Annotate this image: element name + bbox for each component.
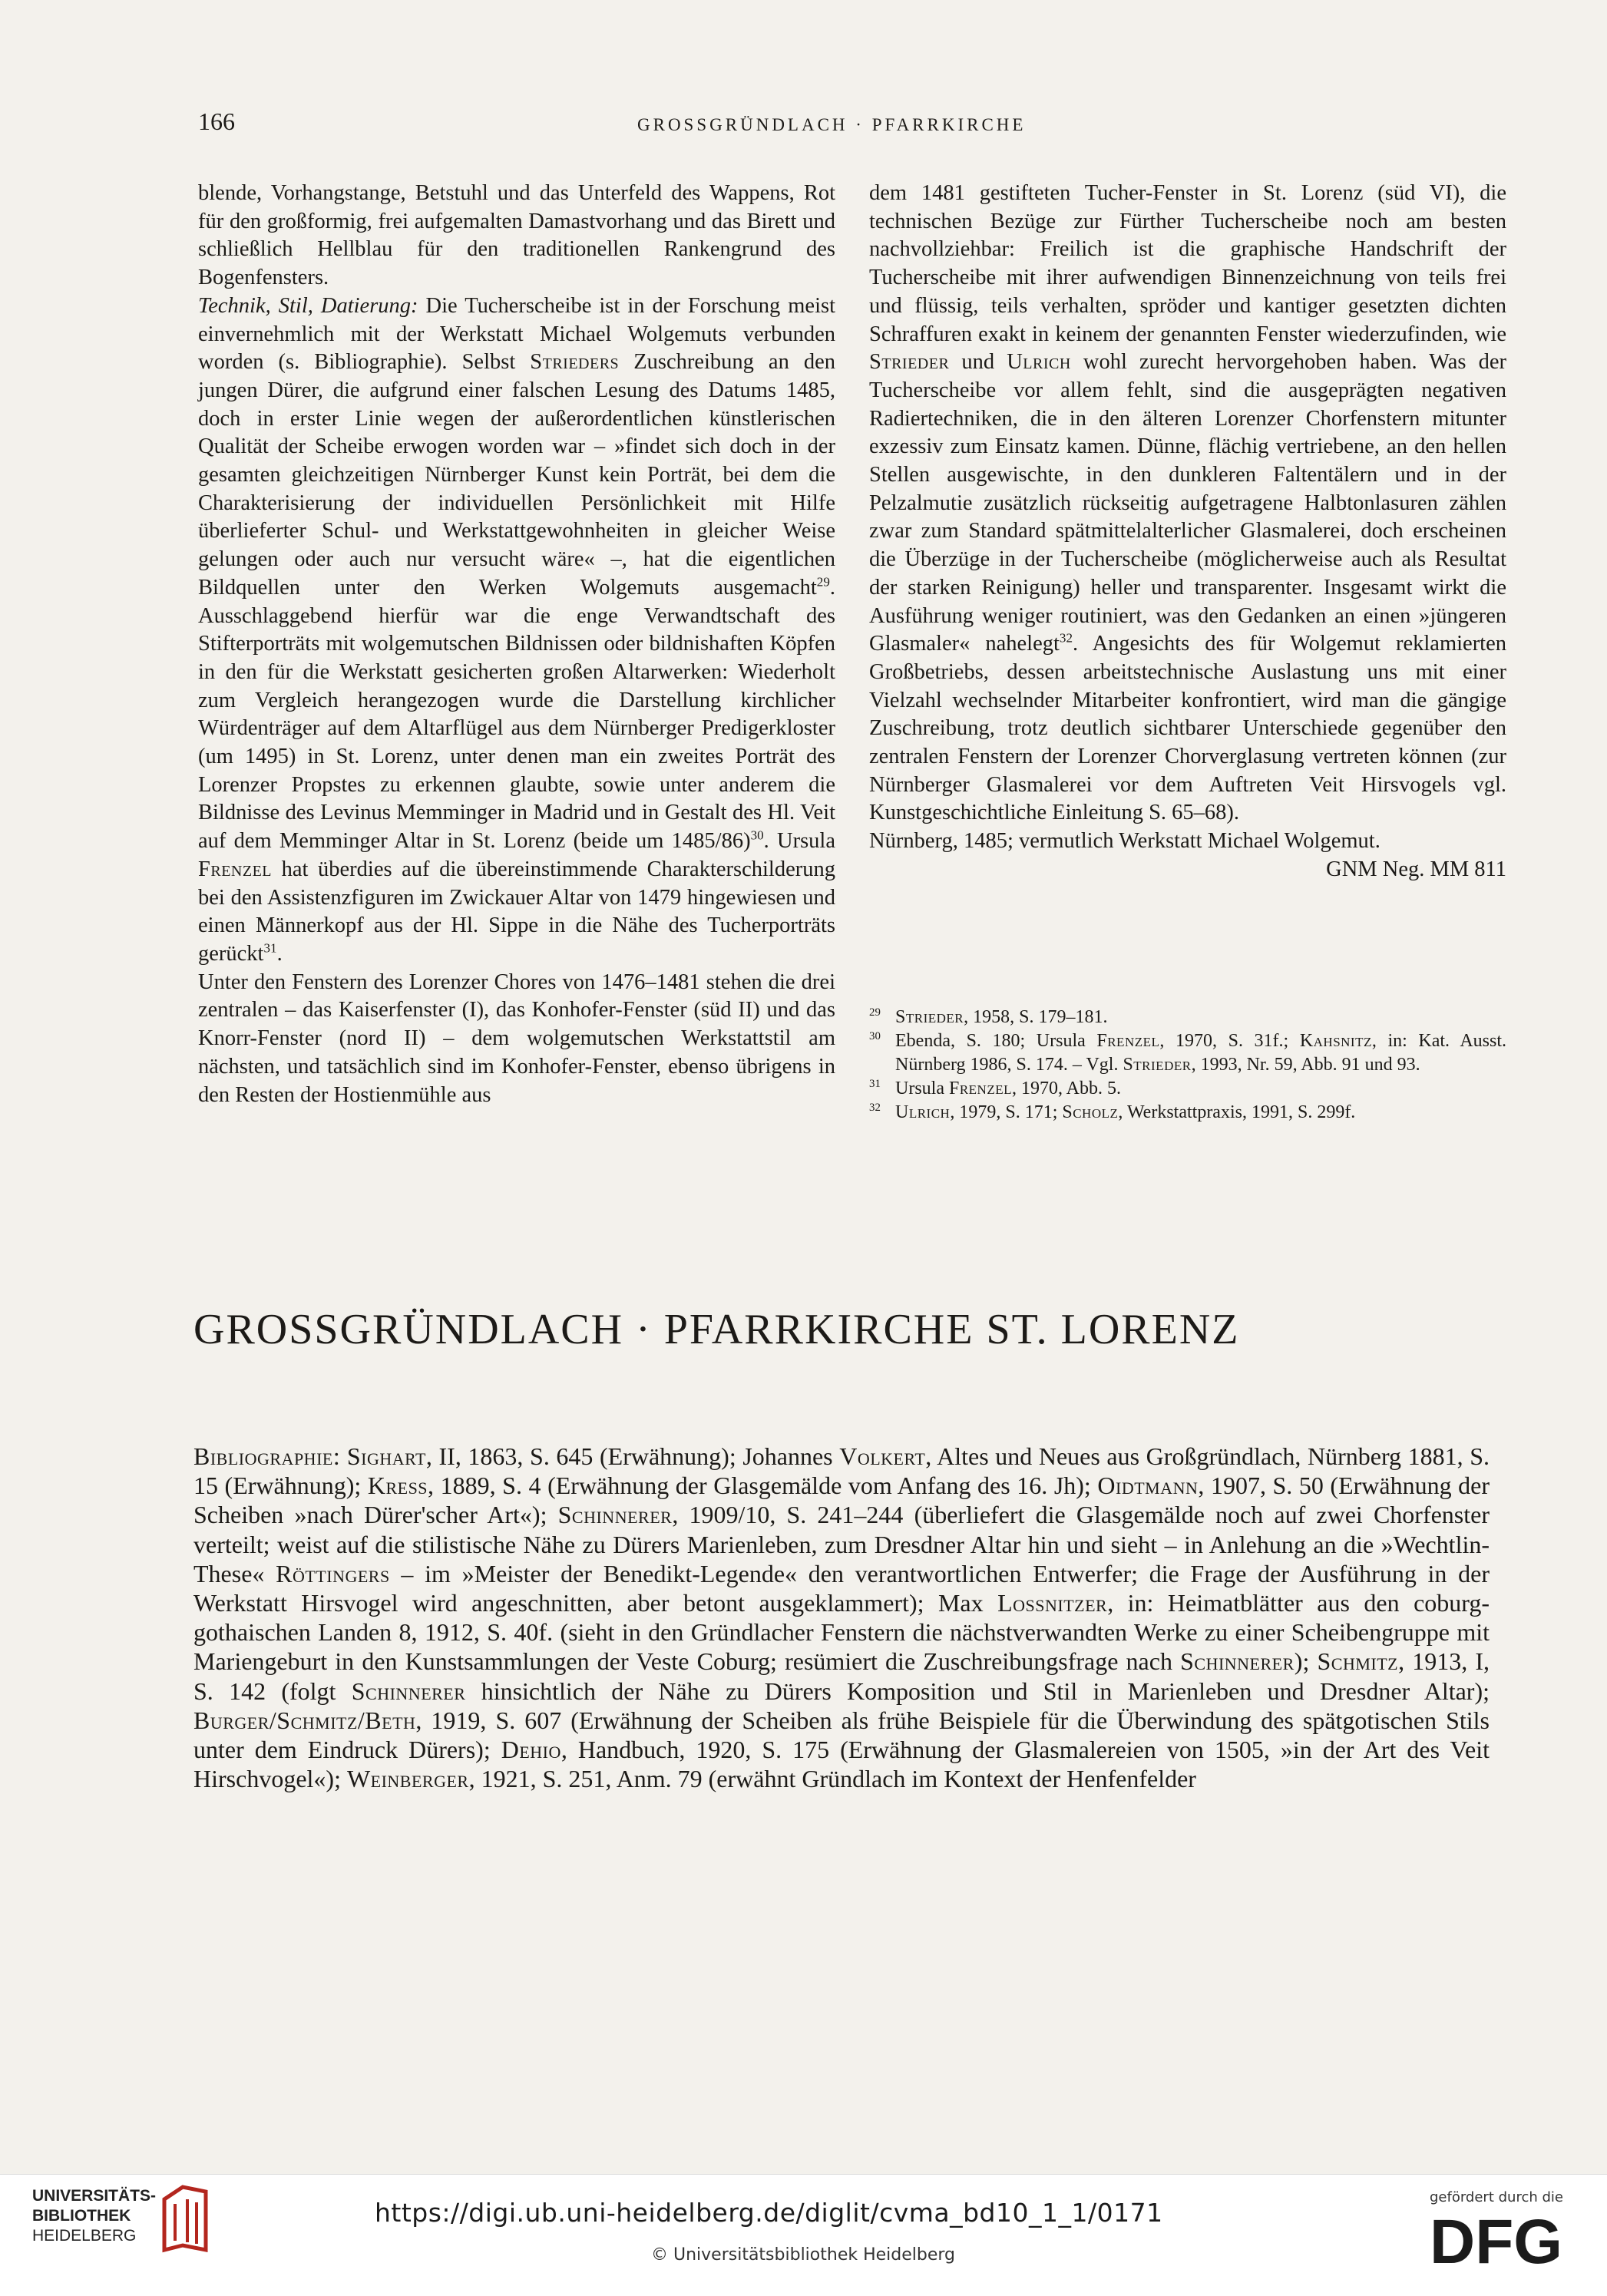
footnotes xyxy=(869,1006,1506,1125)
running-head: GROSSGRÜNDLACH · PFARRKIRCHE xyxy=(637,115,1027,134)
text-run: Die Tucherscheibe ist in der Forschung meist einvernehmlich mit der Werkstatt Michael Wolgemuts verbunden worden (s. Bibliographie). Selbst xyxy=(198,293,835,375)
author-name: Sighart xyxy=(346,1442,426,1470)
source-url-link[interactable]: https://digi.ub.uni-heidelberg.de/diglit/cvma_bd10_1_1/0171 xyxy=(375,2198,1163,2228)
author-name: Lossnitzer xyxy=(997,1589,1108,1617)
author-name: Schinnerer xyxy=(557,1501,673,1529)
author-name: Röttingers xyxy=(276,1559,390,1587)
text-run: , 1970, Abb. 5. xyxy=(1012,1079,1122,1098)
text-run xyxy=(340,1442,347,1470)
section-title: GROSSGRÜNDLACH · PFARRKIRCHE ST. LORENZ xyxy=(193,1306,1240,1353)
author-name: Burger/Schmitz/Beth xyxy=(193,1706,416,1734)
author-name: Frenzel xyxy=(198,857,273,881)
text-run: hat überdies auf die übereinstimmende Charakterschilderung bei den Assistenzfiguren im Zwickauer Altar von 1479 hingewiesen und einen Männerkopf aus der Hl. Sippe in die Nähe des Tucherporträts gerückt xyxy=(198,857,835,966)
author-name: Ulrich xyxy=(1007,350,1071,375)
author-name: Kahsnitz xyxy=(1299,1031,1372,1051)
text-run: Ebenda, S. 180; Ursula xyxy=(895,1031,1097,1051)
author-name: Volkert xyxy=(839,1442,926,1470)
footnote: 31 Ursula Frenzel, 1970, Abb. 5. xyxy=(869,1078,1122,1098)
author-name: Strieder xyxy=(1123,1055,1192,1075)
text-run: . xyxy=(276,941,283,966)
text-run: , 1909/10, S. 241–244 (überliefert die Glasgemälde noch auf zwei Chorfenster verteilt; weist auf die stilistische Nähe zu Dürers Marienleben, zum Dresdner Altar hin und sieht – in Anlehung an die »Wechtlin-These« xyxy=(193,1501,1490,1587)
text-run: – im »Meister der Benedikt-Legende« den verantwortlichen Entwerfer; die Frage der Ausführung in der Werkstatt Hirsvogel wird angeschnitten, aber betont ausgeklammert); Max xyxy=(193,1559,1490,1617)
text-run: , 1970, S. 31f.; xyxy=(1159,1031,1300,1051)
negative-number: GNM Neg. MM 811 xyxy=(1326,857,1506,881)
author-name: Schinnerer xyxy=(1180,1647,1295,1676)
text-run: , in: Kat. Ausst. Nürnberg 1986, S. 174. – Vgl. xyxy=(895,1031,1507,1075)
text-run: , 1993, Nr. 59, Abb. 91 und 93. xyxy=(1191,1055,1420,1075)
footer-bar xyxy=(0,2174,1607,2296)
author-name: Ulrich xyxy=(895,1102,951,1122)
text-run: , Werkstattpraxis, 1991, S. 299f. xyxy=(1118,1102,1356,1122)
author-name: Dehio xyxy=(501,1736,561,1764)
footnote-ref: 30 xyxy=(750,828,764,843)
text-run: Ursula xyxy=(895,1079,949,1098)
author-name: Scholz xyxy=(1062,1102,1119,1122)
footnote: 29 Strieder, 1958, S. 179–181. xyxy=(869,1006,1108,1027)
text-run: ); xyxy=(1294,1647,1318,1676)
library-name-line: HEIDELBERG xyxy=(32,2227,137,2245)
library-name-line: BIBLIOTHEK xyxy=(32,2207,131,2225)
text-run: wohl zurecht hervorgehoben haben. Was der Tucherscheibe vor allem fehlt, sind die ausgeprägten negativen Radiertechniken, die in den älteren Lorenzer Chorfenstern mitunter exzessiv zum Einsatz kamen. Dünne, flächig vertriebene, an den hellen Stellen ausgewischte, in den dunkleren Faltentälern und in der Pelzalmutie zusätzlich rückseitig aufgetragene Halbtonlasuren zählen zwar zum Standard spätmittelalterlicher Glasmalerei, doch erscheinen die Überzüge in der Tucherscheibe (möglicherweise auch als Resultat der starken Reinigung) heller und transparenter. Insgesamt wirkt die Ausführung weniger routiniert, was den Gedanken an einen »jüngeren Glasmaler« nahelegt xyxy=(869,350,1506,656)
bibliography-label: Bibliographie: xyxy=(193,1442,341,1470)
library-logo-text xyxy=(32,2186,170,2246)
text-run: , Handbuch, 1920, S. 175 (Erwähnung der Glasmalereien von 1505, »in der Art des Veit Hirschvogel«); xyxy=(193,1736,1490,1793)
author-name: Kress xyxy=(367,1472,428,1500)
author-name: Oidtmann xyxy=(1097,1472,1199,1500)
page-number: 166 xyxy=(198,107,235,135)
author-name: Frenzel xyxy=(948,1079,1012,1098)
footnote-ref: 31 xyxy=(263,940,277,956)
text-run: , 1919, S. 607 (Erwähnung der Scheiben als frühe Beispiele für die Überwindung des spätgotischen Stils unter dem Eindruck Dürers); xyxy=(193,1706,1490,1764)
copyright-notice: © Universitätsbibliothek Heidelberg xyxy=(651,2245,956,2265)
text-run: dem 1481 gestifteten Tucher-Fenster in St. Lorenz (süd VI), die technischen Bezüge zur Fürther Tucherscheibe noch am besten nachvollziehbar: Freilich ist die graphische Handschrift der Tucherscheibe mit ihrer aufwendigen Binnenzeichnung von teils frei und flüssig, teils verhalten, spröder und kantiger gesetzten dichten Schraffuren exakt in keinem der genannten Fenster wiederzufinden, wie xyxy=(869,181,1506,346)
paragraph xyxy=(198,292,835,969)
footnote-ref: 32 xyxy=(1059,630,1073,646)
right-column xyxy=(869,180,1506,884)
text-run: hinsichtlich der Nähe zu Dürers Komposition und Stil in Marienleben und Dresdner Altar); xyxy=(465,1677,1490,1705)
footnote: 30 Ebenda, S. 180; Ursula Frenzel, 1970, S. 31f.; Kahsnitz, in: Kat. Ausst. Nürnberg 1986, S. 174. – Vgl. Strieder, 1993, Nr. 59, Abb. 91 und 93. xyxy=(869,1030,1507,1075)
paragraph xyxy=(869,180,1506,828)
author-name: Strieder xyxy=(895,1007,964,1027)
footnote: 32 Ulrich, 1979, S. 171; Scholz, Werkstattpraxis, 1991, S. 299f. xyxy=(869,1102,1356,1122)
text-run: Zuschreibung an den jungen Dürer, die aufgrund einer falschen Lesung des Datums 1485, doch in erster Linie wegen der außerordentlichen künstlerischen Qualität der Scheibe erwogen worden war – »findet sich doch in der gesamten gleichzeitigen Nürnberger Kunst kein Porträt, bei dem die Charakterisierung der individuellen Persönlichkeit mit Hilfe überlieferter Schul- und Werkstattgewohnheiten in gleicher Weise gelungen oder auch nur versucht wäre« –, hat die eigentlichen Bildquellen unter den Werken Wolgemuts ausgemacht xyxy=(198,350,835,600)
text-run: , 1958, S. 179–181. xyxy=(964,1007,1108,1027)
dating-line: Nürnberg, 1485; vermutlich Werkstatt Michael Wolgemut. xyxy=(869,829,1380,854)
left-column xyxy=(198,180,835,1109)
text-run: . Angesichts des für Wolgemut reklamierten Großbetriebs, dessen arbeitstechnische Auslastung uns mit einer Vielzahl wechselnder Mitarbeiter konfrontiert, wird man die gängige Zuschreibung, trotz deutlich sichtbarer Unterschiede gegenüber den zentralen Fenstern der Lorenzer Chorverglasung vertreten können (zur Nürnberger Glasmalerei vor dem Auftreten Veit Hirsvogels vgl. Kunstgeschichtliche Einleitung S. 65–68). xyxy=(869,632,1507,825)
footnote-ref: 29 xyxy=(816,574,830,590)
text-run: , 1889, S. 4 (Erwähnung der Glasgemälde vom Anfang des 16. Jh); xyxy=(428,1472,1098,1500)
author-name: Strieder xyxy=(869,350,950,375)
author-name: Strieders xyxy=(530,350,620,375)
paragraph: Unter den Fenstern des Lorenzer Chores von 1476–1481 stehen die drei zentralen – das Kaiserfenster (I), das Konhofer-Fenster (süd II) und das Knorr-Fenster (nord II) – dem wolgemutschen Werkstattstil am nächsten, und tatsächlich sind im Konhofer-Fenster, ebenso übrigens in den Resten der Hostienmühle aus xyxy=(198,970,835,1107)
paragraph: blende, Vorhangstange, Betstuhl und das Unterfeld des Wappens, Rot für den großformig, frei aufgemalten Damastvorhang und das Birett und schließlich Hellblau für den traditionellen Rankengrund des Bogenfensters. xyxy=(198,181,835,290)
bibliography xyxy=(193,1442,1490,1793)
text-run: , II, 1863, S. 645 (Erwähnung); Johannes xyxy=(425,1442,840,1470)
text-run: und xyxy=(949,350,1007,375)
text-run: , 1979, S. 171; xyxy=(950,1102,1063,1122)
author-name: Schmitz xyxy=(1317,1647,1399,1676)
text-run: , in: Heimatblätter aus den coburg-gothaischen Landen 8, 1912, S. 40f. (sieht in den Gründlacher Fenstern die nächstverwandten Werke zu einer Scheibengruppe mit Mariengeburt in den Kunstsammlungen der Veste Coburg; resümiert die Zuschreibungsfrage nach xyxy=(193,1589,1490,1676)
library-logo-icon xyxy=(158,2184,212,2255)
text-run: , 1907, S. 50 (Erwähnung der Scheiben »nach Dürer'scher Art«); xyxy=(193,1472,1490,1529)
text-run: . Ursula xyxy=(763,829,835,854)
dfg-logo-text: DFG xyxy=(1430,2211,1563,2272)
text-run: , Altes und Neues aus Großgründlach, Nürnberg 1881, S. 15 (Erwähnung); xyxy=(193,1442,1490,1500)
dfg-logo xyxy=(1430,2211,1583,2272)
text-run: , 1921, S. 251, Anm. 79 (erwähnt Gründlach im Kontext der Henfenfelder xyxy=(468,1765,1196,1793)
library-name-line: UNIVERSITÄTS- xyxy=(32,2187,157,2205)
paragraph-label: Technik, Stil, Datierung: xyxy=(198,293,418,318)
author-name: Weinberger xyxy=(346,1765,469,1793)
text-run: , 1913, I, S. 142 (folgt xyxy=(193,1647,1490,1705)
text-run: . Ausschlaggebend hierfür war die enge Verwandtschaft des Stifterporträts mit wolgemutschen Bildnissen oder bildnishaften Köpfen in den für die Werkstatt gesicherten großen Altarwerken: Wiederholt zum Vergleich herangezogen wurde die Darstellung kirchlicher Würdenträger auf dem Altarflügel aus dem Nürnberger Predigerkloster (um 1495) in St. Lorenz, unter denen man ein zweites Porträt des Lorenzer Propstes zu erkennen glaubte, sowie unter anderem die Bildnisse des Levinus Memminger in Madrid und in Gestalt des Hl. Veit auf dem Memminger Altar in St. Lorenz (beide um 1485/86) xyxy=(198,575,835,854)
author-name: Schinnerer xyxy=(351,1677,466,1705)
sponsor-caption: gefördert durch die xyxy=(1430,2189,1563,2205)
author-name: Frenzel xyxy=(1096,1031,1160,1051)
